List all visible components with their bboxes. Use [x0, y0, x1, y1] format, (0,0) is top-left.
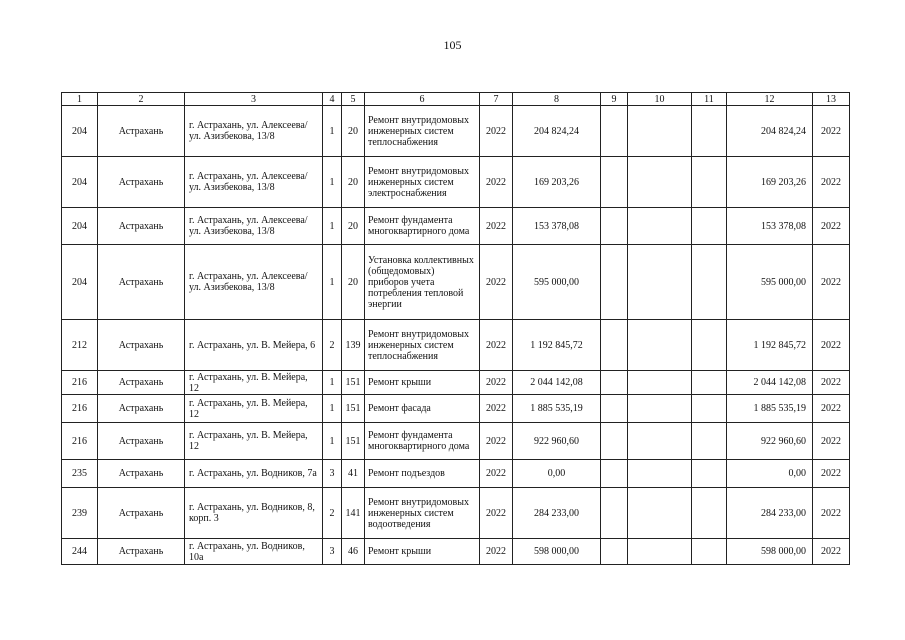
cell-col-11: [692, 208, 727, 245]
cell-municipality: Астрахань: [98, 245, 185, 320]
cell-completion-year: 2022: [813, 539, 850, 565]
cell-year: 2022: [480, 208, 513, 245]
cell-year: 2022: [480, 539, 513, 565]
cell-work-type: Ремонт подъездов: [365, 460, 480, 488]
cell-address: г. Астрахань, ул. В. Мейера, 12: [185, 371, 323, 395]
cell-total-cost: 153 378,08: [727, 208, 813, 245]
header-cell-2: 2: [98, 93, 185, 106]
cell-cost: 1 192 845,72: [513, 320, 601, 371]
table-row: [62, 157, 850, 208]
header-cell-9: 9: [601, 93, 628, 106]
cell-total-cost: 204 824,24: [727, 106, 813, 157]
cell-row-number: 212: [62, 320, 98, 371]
header-row: [62, 93, 850, 106]
cell-cost: 153 378,08: [513, 208, 601, 245]
cell-col-5: 20: [342, 245, 365, 320]
cell-work-type: Ремонт фундамента многоквартирного дома: [365, 423, 480, 460]
cell-col-4: 2: [323, 488, 342, 539]
cell-work-type: Ремонт фундамента многоквартирного дома: [365, 208, 480, 245]
cell-total-cost: 2 044 142,08: [727, 371, 813, 395]
header-cell-3: 3: [185, 93, 323, 106]
cell-row-number: 239: [62, 488, 98, 539]
cell-cost: 2 044 142,08: [513, 371, 601, 395]
cell-cost: 598 000,00: [513, 539, 601, 565]
cell-municipality: Астрахань: [98, 371, 185, 395]
cell-col-9: [601, 460, 628, 488]
cell-col-5: 20: [342, 106, 365, 157]
cell-row-number: 204: [62, 157, 98, 208]
cell-completion-year: 2022: [813, 157, 850, 208]
header-cell-4: 4: [323, 93, 342, 106]
cell-col-9: [601, 245, 628, 320]
cell-completion-year: 2022: [813, 245, 850, 320]
table-row: [62, 106, 850, 157]
cell-year: 2022: [480, 395, 513, 423]
cell-year: 2022: [480, 320, 513, 371]
cell-work-type: Ремонт внутридомовых инженерных систем электроснабжения: [365, 157, 480, 208]
cell-col-11: [692, 539, 727, 565]
cell-col-10: [628, 157, 692, 208]
cell-col-11: [692, 423, 727, 460]
cell-cost: 0,00: [513, 460, 601, 488]
cell-cost: 204 824,24: [513, 106, 601, 157]
cell-col-10: [628, 208, 692, 245]
cell-col-5: 151: [342, 423, 365, 460]
header-cell-5: 5: [342, 93, 365, 106]
cell-col-5: 46: [342, 539, 365, 565]
cell-cost: 595 000,00: [513, 245, 601, 320]
cell-col-4: 2: [323, 320, 342, 371]
cell-address: г. Астрахань, ул. Алексеева/ ул. Азизбекова, 13/8: [185, 106, 323, 157]
header-cell-11: 11: [692, 93, 727, 106]
cell-address: г. Астрахань, ул. В. Мейера, 12: [185, 395, 323, 423]
cell-col-4: 3: [323, 460, 342, 488]
cell-completion-year: 2022: [813, 106, 850, 157]
cell-col-11: [692, 157, 727, 208]
cell-work-type: Установка коллективных (общедомовых) приборов учета потребления тепловой энергии: [365, 245, 480, 320]
cell-col-11: [692, 106, 727, 157]
cell-address: г. Астрахань, ул. Алексеева/ ул. Азизбекова, 13/8: [185, 245, 323, 320]
cell-address: г. Астрахань, ул. В. Мейера, 12: [185, 423, 323, 460]
table-row: [62, 208, 850, 245]
cell-total-cost: 922 960,60: [727, 423, 813, 460]
cell-col-4: 1: [323, 423, 342, 460]
table-row: [62, 488, 850, 539]
cell-completion-year: 2022: [813, 488, 850, 539]
cell-cost: 1 885 535,19: [513, 395, 601, 423]
cell-col-4: 1: [323, 395, 342, 423]
table-row: [62, 460, 850, 488]
cell-work-type: Ремонт крыши: [365, 539, 480, 565]
cell-col-4: 3: [323, 539, 342, 565]
cell-year: 2022: [480, 460, 513, 488]
cell-total-cost: 1 192 845,72: [727, 320, 813, 371]
cell-col-9: [601, 395, 628, 423]
cell-col-10: [628, 320, 692, 371]
cell-municipality: Астрахань: [98, 395, 185, 423]
cell-col-9: [601, 539, 628, 565]
table-row: [62, 539, 850, 565]
cell-col-5: 20: [342, 208, 365, 245]
cell-col-4: 1: [323, 245, 342, 320]
header-cell-12: 12: [727, 93, 813, 106]
cell-col-9: [601, 208, 628, 245]
cell-total-cost: 1 885 535,19: [727, 395, 813, 423]
cell-col-4: 1: [323, 208, 342, 245]
cell-col-10: [628, 245, 692, 320]
cell-address: г. Астрахань, ул. Водников, 7а: [185, 460, 323, 488]
cell-col-9: [601, 106, 628, 157]
cell-total-cost: 169 203,26: [727, 157, 813, 208]
cell-address: г. Астрахань, ул. Алексеева/ ул. Азизбекова, 13/8: [185, 208, 323, 245]
cell-col-11: [692, 488, 727, 539]
table-row: [62, 245, 850, 320]
cell-col-11: [692, 245, 727, 320]
cell-address: г. Астрахань, ул. Алексеева/ ул. Азизбекова, 13/8: [185, 157, 323, 208]
header-cell-1: 1: [62, 93, 98, 106]
cell-work-type: Ремонт фасада: [365, 395, 480, 423]
table-row: [62, 320, 850, 371]
cell-work-type: Ремонт крыши: [365, 371, 480, 395]
cell-col-5: 20: [342, 157, 365, 208]
cell-year: 2022: [480, 371, 513, 395]
cell-municipality: Астрахань: [98, 106, 185, 157]
cell-col-10: [628, 395, 692, 423]
cell-col-10: [628, 423, 692, 460]
cell-municipality: Астрахань: [98, 488, 185, 539]
cell-row-number: 244: [62, 539, 98, 565]
cell-year: 2022: [480, 157, 513, 208]
cell-municipality: Астрахань: [98, 539, 185, 565]
cell-year: 2022: [480, 106, 513, 157]
cell-col-9: [601, 423, 628, 460]
cell-work-type: Ремонт внутридомовых инженерных систем теплоснабжения: [365, 106, 480, 157]
cell-row-number: 235: [62, 460, 98, 488]
cell-municipality: Астрахань: [98, 157, 185, 208]
cell-address: г. Астрахань, ул. Водников, 8, корп. 3: [185, 488, 323, 539]
cell-col-4: 1: [323, 371, 342, 395]
header-cell-10: 10: [628, 93, 692, 106]
cell-col-4: 1: [323, 157, 342, 208]
cell-row-number: 216: [62, 423, 98, 460]
cell-col-10: [628, 488, 692, 539]
cell-cost: 169 203,26: [513, 157, 601, 208]
table-row: [62, 423, 850, 460]
cell-completion-year: 2022: [813, 460, 850, 488]
cell-cost: 284 233,00: [513, 488, 601, 539]
cell-col-9: [601, 157, 628, 208]
cell-row-number: 216: [62, 371, 98, 395]
cell-total-cost: 598 000,00: [727, 539, 813, 565]
cell-year: 2022: [480, 423, 513, 460]
cell-year: 2022: [480, 488, 513, 539]
cell-municipality: Астрахань: [98, 423, 185, 460]
cell-total-cost: 284 233,00: [727, 488, 813, 539]
cell-col-9: [601, 371, 628, 395]
cell-cost: 922 960,60: [513, 423, 601, 460]
cell-col-4: 1: [323, 106, 342, 157]
cell-work-type: Ремонт внутридомовых инженерных систем теплоснабжения: [365, 320, 480, 371]
cell-col-10: [628, 371, 692, 395]
header-cell-6: 6: [365, 93, 480, 106]
cell-address: г. Астрахань, ул. Водников, 10а: [185, 539, 323, 565]
cell-total-cost: 0,00: [727, 460, 813, 488]
table-row: [62, 371, 850, 395]
cell-col-10: [628, 539, 692, 565]
cell-year: 2022: [480, 245, 513, 320]
cell-col-5: 151: [342, 371, 365, 395]
cell-col-10: [628, 106, 692, 157]
cell-row-number: 204: [62, 245, 98, 320]
table-row: [62, 395, 850, 423]
cell-col-5: 151: [342, 395, 365, 423]
cell-col-10: [628, 460, 692, 488]
page-number: 105: [443, 38, 462, 52]
cell-completion-year: 2022: [813, 320, 850, 371]
cell-col-5: 141: [342, 488, 365, 539]
cell-municipality: Астрахань: [98, 460, 185, 488]
cell-col-11: [692, 395, 727, 423]
cell-row-number: 204: [62, 208, 98, 245]
cell-total-cost: 595 000,00: [727, 245, 813, 320]
header-cell-13: 13: [813, 93, 850, 106]
cell-col-11: [692, 371, 727, 395]
cell-municipality: Астрахань: [98, 208, 185, 245]
cell-address: г. Астрахань, ул. В. Мейера, 6: [185, 320, 323, 371]
cell-completion-year: 2022: [813, 371, 850, 395]
cell-col-9: [601, 488, 628, 539]
cell-completion-year: 2022: [813, 395, 850, 423]
header-cell-7: 7: [480, 93, 513, 106]
cell-col-5: 139: [342, 320, 365, 371]
cell-completion-year: 2022: [813, 208, 850, 245]
cell-col-11: [692, 320, 727, 371]
cell-row-number: 216: [62, 395, 98, 423]
header-cell-8: 8: [513, 93, 601, 106]
cell-col-9: [601, 320, 628, 371]
cell-completion-year: 2022: [813, 423, 850, 460]
register-table: [61, 92, 850, 565]
cell-municipality: Астрахань: [98, 320, 185, 371]
cell-row-number: 204: [62, 106, 98, 157]
cell-work-type: Ремонт внутридомовых инженерных систем водоотведения: [365, 488, 480, 539]
cell-col-11: [692, 460, 727, 488]
table-body: [62, 93, 850, 565]
cell-col-5: 41: [342, 460, 365, 488]
